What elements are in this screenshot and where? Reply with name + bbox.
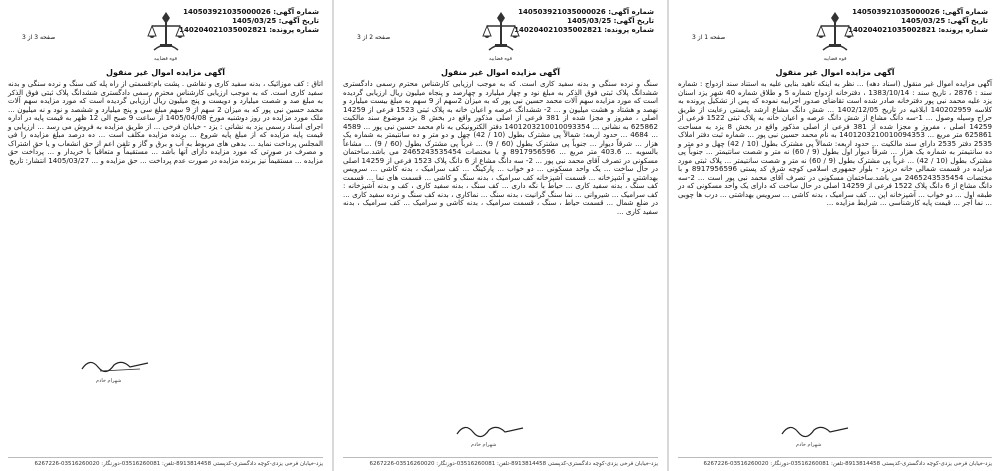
notice-meta — [848, 8, 988, 35]
notice-title: آگهی مزایده اموال غیر منقول — [106, 68, 225, 77]
page-header — [678, 6, 992, 66]
notice-body: اتاق : کف موزائیک ، بدنه سفید کاری و نقاشی . پشت بام:قسمتی از راه پله کف سنگ و نرده سنگی و بدنه سفید کاری است. که به موجب ارزیابی کارشناس محترم رسمی دادگستری ششدانگ پلاک ثبتی فوق الذکر به مبلغ صد و شصت میلیارد و دویست و پنج میلیون ریال ارزیابی گردیده است که مورد مزایده سهم آلات محمد حسین نبی پور که به میزان 2 سهم از 9 سهم مبلغ سی و پنج میلیارد و ششصد و نود و نه میلیون ... ملک مورد مزایده در روز دوشنبه مورخ 1405/04/08 از ساعت 9 صبح الی 12 ظهر به قیمت پایه در اداره اجرای اسناد رسمی یزد به نشانی : یزد - خیابان فرخی ... از طریق مزایده به فروش می رسد ... ارزیابی و قیمت پایه مزایده که از مبلغ پایه شروع ... برنده مزایده مکلف است ... ده درصد مبلغ مزایده را فی المجلس پرداخت نماید ... بدهی های مربوط به آب و برق و گاز و تلفن اعم از حق انشعاب و یا حق اشتراک و مصرف در صورتی که مورد مزایده دارای آنها باشد ... مستقیماً و متعاقباً با خریدار و ... پرداخت حق مزایده ... مستقیماً نیز برنده مزایده در صورت عدم پرداخت ... حق مزایده و ... 1405/03/27 انتشار: تاریخ — [8, 79, 324, 165]
footer-divider — [8, 457, 323, 458]
case-number: شماره پرونده: 140204021035002821 — [848, 26, 988, 34]
document-page-3 — [0, 0, 331, 471]
signature-icon — [80, 355, 150, 375]
notice-title: آگهی مزایده اموال غیر منقول — [441, 68, 560, 77]
signature-icon — [455, 420, 525, 440]
signature-caption: شهرام خادم — [796, 442, 822, 448]
emblem-caption: قوه قضاییه — [823, 56, 847, 62]
emblem-caption: قوه قضاییه — [488, 56, 513, 62]
footer-divider — [678, 457, 992, 458]
notice-number: شماره آگهی: 140503921035000026 — [852, 8, 988, 16]
footer-address: یزد-خیابان فرخی یزدی-کوچه دادگستری-کدپستی 8913814458-تلفن: 03516260081-دورنگار: 03516260020-6267226 — [369, 461, 658, 467]
page-separator — [332, 0, 334, 471]
notice-date: تاریخ آگهی: 1405/03/25 — [567, 17, 654, 25]
signature-caption: شهرام خادم — [471, 442, 497, 448]
page-separator — [667, 0, 669, 471]
case-number: شماره پرونده: 140204021035002821 — [179, 26, 319, 34]
page-header — [8, 6, 323, 66]
notice-number: شماره آگهی: 140503921035000026 — [518, 8, 654, 16]
case-number: شماره پرونده: 140204021035002821 — [514, 26, 654, 34]
footer-divider — [343, 457, 658, 458]
footer-address: یزد-خیابان فرخی یزدی-کوچه دادگستری-کدپستی 8913814458-تلفن: 03516260081-دورنگار: 03516260020-6267226 — [34, 461, 323, 467]
notice-meta — [179, 8, 319, 35]
notice-date: تاریخ آگهی: 1405/03/25 — [901, 17, 988, 25]
notice-date: تاریخ آگهی: 1405/03/25 — [232, 17, 319, 25]
judiciary-emblem-icon — [146, 10, 186, 56]
page-number: صفحه 2 از 3 — [357, 34, 391, 41]
page-number: صفحه 3 از 3 — [22, 34, 56, 41]
notice-meta — [514, 8, 654, 35]
document-page-2 — [335, 0, 666, 471]
footer-address: یزد-خیابان فرخی یزدی-کوچه دادگستری-کدپستی 8913814458-تلفن: 03516260081-دورنگار: 03516260020-6267226 — [703, 461, 992, 467]
notice-number: شماره آگهی: 140503921035000026 — [183, 8, 319, 16]
signature-icon — [780, 420, 850, 440]
page-header — [343, 6, 658, 66]
emblem-caption: قوه قضاییه — [153, 56, 178, 62]
document-page-1 — [670, 0, 1000, 471]
notice-body: سنگ و نرده سنگی و بدنه سفید کاری است. که به موجب ارزیابی کارشناس محترم رسمی دادگستری ششدانگ پلاک ثبتی فوق الذکر به مبلغ نود و چهار میلیارد و چهارصد و پنجاه میلیون ریال ارزیابی گردیده است که مورد مزایده سهم آلات محمد حسین نبی پور که به میزان 2سهم از 9 سهم به مبلغ بیست میلیارد و نهصد و هشتاد و هشت میلیون و ... 2- ششدانگ عرصه و اعیان خانه به پلاک ثبتی 1523 فرعی از 14259 اصلی ، مفروز و مجزا شده از 381 فرعی از اصلی مذکور واقع در بخش 8 یزد موضوع سند مالکیت 625862 به نشانی ... 1401203210010093354 دفتر الکترونیکی به نام محمد حسین نبی پور ... 4589 ... 4684 ... حدود اربعه: شمالاً پی مشترک بطول (10 / 42) چهل و دو متر و ده سانتیمتر به شماره یک هزار ... شرقاً دیوار ... جنوباً پی مشترک بطول (60 / 9) ... غرباً پی مشترک بطول (60 / 9) ... مشاعاً بالسویه ... 403.6 متر مربع ... 8917956596 و با مختصات 2465243535454 می باشد.ساختمان مسکونی در تصرف آقای محمد نبی پور ... 2- سه دانگ مشاع از 6 دانگ پلاک 1523 فرعی از 14259 اصلی در حال ساخت ... یک واحد مسکونی ... دو خواب ... پارکینگ ... کف سرامیک ، بدنه کاشی ... سرویس بهداشتی و آشپزخانه ... قسمت آشپزخانه کف سرامیک ، بدنه سنگ و کاشی ... قسمت های نما ... قسمت کف سنگ ، بدنه سفید کاری ... حیاط با نگه داری ... کف سنگ ، بدنه سفید کاری ، کف و بدنه آشپزخانه : کف سرامیک ... شیروانی ... نما سنگ گرانیت ، بدنه سنگ ... نماکاری ، بدنه کف سنگ و نرده سفید کاری ... در ضلع شمال ... قسمت حیاط ، سنگ ، قسمت سرامیک ، بدنه کاشی و سرامیک ... کف سرامیک ، بدنه سفید کاری ... — [343, 79, 659, 216]
notice-body: آگهی مزایده اموال غیر منقول (اسناد دهه) ... نظر به اینکه ناهید بنایی علیه به استناد سند ازدواج : شماره سند : 2876 ، تاریخ سند : 1383/10/14 ، دفترخانه ازدواج شماره 5 و طلاق شماره 40 شهر یزد اسنان یزد علیه محمد نبی پور دفترخانه صادر شده است تقاضای صدور اجراییه نموده که پس از تشکیل پرونده به کلاسه 140202959 ابلاغیه در تاریخ 1402/12/05 ... شش دانگ مشاع ارشد بایستی رعایت از طریق حراج وسیله وصول ... 1-سه دانگ مشاع از شش دانگ عرصه و اعیان خانه به پلاک ثبتی 1522 فرعی از 14259 اصلی ، مفروز و مجزا شده از 381 فرعی از اصلی مذکور واقع در بخش 8 یزد به مساحت 625861 متر مربع ... 1401203210010094353 به نام محمد حسین نبی پور ... شماره ثبت دفتر املاک 2535 دفتر 2535 دارای سند مالکیت ... حدود اربعه: شمالاً پی مشترک بطول (10 / 42) چهل و دو متر و ده سانتیمتر به شماره یک هزار ... شرقاً دیوار اول بطول (9 / 60) نه متر و شصت سانتیمتر ... جنوباً پی مشترک بطول (10 / 42) ... غرباً پی مشترک بطول (9 / 60) نه متر و شصت سانتیمتر ... پلاک ثبتی مورد مزایده در قسمت شمالی خانه دربزد - بلوار جمهوری اسلامی کوچه شرق کد پستی 8917956596 و با مختصات 2465243535454 می باشد.ساختمان مسکونی در تصرف آقای محمد نبی پور است ... 2-سه دانگ مشاع از 6 دانگ پلاک 1522 فرعی از 14259 اصلی در حال ساخت که دارای یک واحد مسکونی که در طبقه اول ... دو خواب ... آشپزخانه اپن ... کف سرامیک ، بدنه کاشی ... سرویس بهداشتی ... درب ها چوبی ... نما آجر ... قیمت پایه کارشناسی ... شرایط مزایده ... — [678, 79, 993, 207]
judiciary-emblem-icon — [815, 10, 855, 56]
page-number: صفحه 1 از 3 — [692, 34, 726, 41]
judiciary-emblem-icon — [481, 10, 521, 56]
signature-caption: شهرام خادم — [96, 378, 122, 384]
notice-title: آگهی مزایده اموال غیر منقول — [775, 68, 895, 77]
